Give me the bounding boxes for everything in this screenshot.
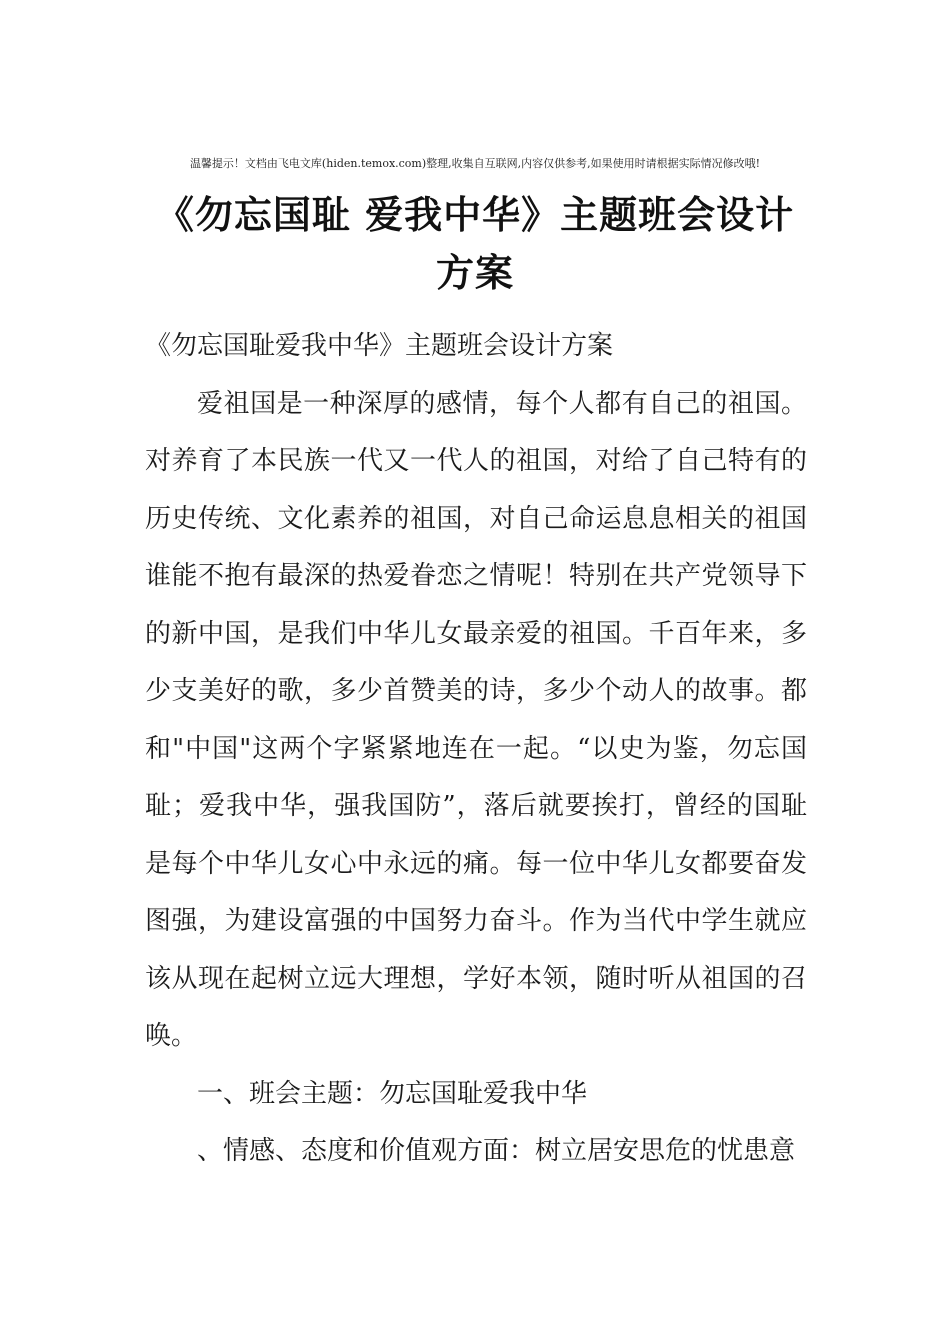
theme-paragraph: 一、班会主题：勿忘国耻爱我中华 [197,1078,588,1109]
document-title [120,186,830,302]
emotion-paragraph: 、情感、态度和价值观方面：树立居安思危的忧患意 [197,1136,796,1166]
intro-paragraph: 爱祖国是一种深厚的感情，每个人都有自己的祖国。对养育了本民族一代又一代人的祖国，对给了自己特有的历史传统、文化素养的祖国，对自己命运息息相关的祖国谁能不抱有最深的热爱眷恋之情呢！特别在共产党领导下的新中国，是我们中华儿女最亲爱的祖国。千百年来，多少支美好的歌，多少首赞美的诗，多少个动人的故事。都和"中国"这两个字紧紧地连在一起。“以史为鉴，勿忘国耻；爱我中华，强我国防”，落后就要挨打，曾经的国耻是每个中华儿女心中永远的痛。每一位中华儿女都要奋发图强，为建设富强的中国努力奋斗。作为当代中学生就应该从现在起树立远大理想，学好本领，随时听从祖国的召唤。 [145,388,807,1051]
title-line-2: 方案 [435,251,514,295]
subtitle-paragraph: 《勿忘国耻爱我中华》主题班会设计方案 [145,331,614,361]
title-line-1: 《勿忘国耻 爱我中华》主题班会设计 [155,193,795,237]
header-notice: 温馨提示！文档由飞电文库(hiden.temox.com)整理,收集自互联网,内容仅供参考,如果使用时请根据实际情况修改哦! [189,157,761,170]
document-body [145,318,807,1181]
